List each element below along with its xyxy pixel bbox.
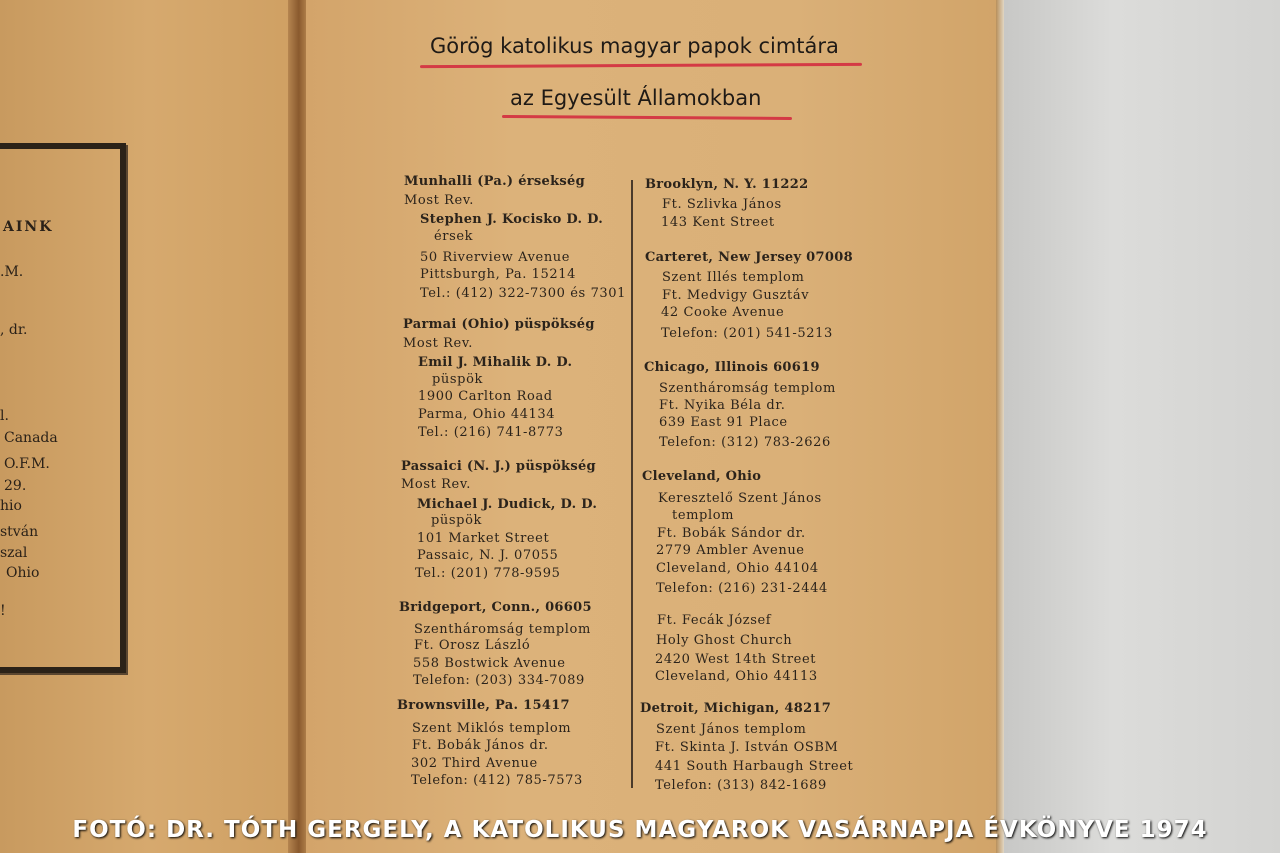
column-separator: [631, 180, 633, 788]
entry-line: Szent János templom: [656, 722, 807, 737]
entry-line: Tel.: (216) 741-8773: [418, 425, 564, 440]
entry-line: püspök: [432, 372, 483, 387]
left-fragment: l.: [0, 408, 9, 424]
entry-heading: Passaici (N. J.) püspökség: [401, 459, 596, 474]
right-page: [306, 0, 1000, 853]
entry-line: Telefon: (313) 842-1689: [655, 778, 827, 793]
entry-line: 1900 Carlton Road: [418, 389, 553, 404]
entry-line: Passaic, N. J. 07055: [417, 548, 559, 563]
directory-title: Görög katolikus magyar papok cimtára: [430, 34, 839, 58]
entry-line: Emil J. Mihalik D. D.: [418, 355, 573, 370]
entry-line: 50 Riverview Avenue: [420, 250, 571, 265]
entry-line: Telefon: (312) 783-2626: [659, 435, 831, 450]
left-fragment: szal: [0, 545, 28, 561]
photo-caption: FOTÓ: DR. TÓTH GERGELY, A KATOLIKUS MAGYAROK VASÁRNAPJA ÉVKÖNYVE 1974: [72, 817, 1208, 843]
entry-line: Most Rev.: [401, 477, 471, 492]
entry-heading: Brooklyn, N. Y. 11222: [645, 177, 809, 192]
entry-line: Most Rev.: [404, 193, 474, 208]
left-fragment: O.F.M.: [4, 456, 50, 472]
left-fragment: hio: [0, 498, 22, 514]
entry-heading: Detroit, Michigan, 48217: [640, 701, 832, 716]
entry-line: Szent Illés templom: [662, 270, 805, 285]
entry-line: 302 Third Avenue: [411, 756, 538, 771]
entry-line: 2779 Ambler Avenue: [656, 543, 805, 558]
entry-line: Ft. Skinta J. István OSBM: [655, 740, 839, 755]
entry-line: Ft. Szlivka János: [662, 197, 782, 212]
entry-line: Szent Miklós templom: [412, 721, 572, 736]
entry-line: Holy Ghost Church: [656, 633, 793, 648]
entry-line: Tel.: (201) 778-9595: [415, 566, 561, 581]
entry-heading: Brownsville, Pa. 15417: [397, 698, 570, 713]
entry-line: Telefon: (201) 541-5213: [661, 326, 833, 341]
table-surface: [1000, 0, 1280, 853]
entry-line: 2420 West 14th Street: [655, 652, 817, 667]
entry-line: Ft. Fecák József: [657, 613, 772, 628]
entry-line: Michael J. Dudick, D. D.: [417, 497, 598, 512]
left-fragment: , dr.: [0, 322, 28, 338]
entry-line: 441 South Harbaugh Street: [655, 759, 854, 774]
entry-line: püspök: [431, 513, 482, 528]
entry-line: Tel.: (412) 322-7300 és 7301: [420, 286, 627, 301]
entry-heading: Munhalli (Pa.) érsekség: [404, 174, 586, 189]
left-fragment: !: [0, 603, 6, 619]
left-fragment: stván: [0, 524, 39, 540]
entry-line: Cleveland, Ohio 44104: [656, 561, 819, 576]
entry-heading: Bridgeport, Conn., 06605: [399, 600, 592, 615]
left-fragment: AINK: [3, 219, 54, 235]
entry-heading: Carteret, New Jersey 07008: [645, 250, 853, 265]
entry-line: Ft. Nyika Béla dr.: [659, 398, 786, 413]
entry-heading: Parmai (Ohio) püspökség: [403, 317, 595, 332]
entry-line: érsek: [434, 229, 474, 244]
entry-line: Telefon: (203) 334-7089: [413, 673, 585, 688]
entry-heading: Cleveland, Ohio: [642, 469, 762, 484]
entry-line: Most Rev.: [403, 336, 473, 351]
entry-heading: Chicago, Illinois 60619: [644, 360, 820, 375]
entry-line: Ft. Bobák János dr.: [412, 738, 549, 753]
entry-line: Stephen J. Kocisko D. D.: [420, 212, 604, 227]
entry-line: Ft. Bobák Sándor dr.: [657, 526, 806, 541]
entry-line: Ft. Orosz László: [414, 638, 531, 653]
entry-line: Telefon: (412) 785-7573: [411, 773, 583, 788]
entry-line: Pittsburgh, Pa. 15214: [420, 267, 577, 282]
entry-line: 639 East 91 Place: [659, 415, 788, 430]
page-edge: [996, 0, 1004, 853]
entry-line: Ft. Medvigy Gusztáv: [662, 288, 810, 303]
entry-line: 558 Bostwick Avenue: [413, 656, 566, 671]
left-fragment: Ohio: [6, 565, 40, 581]
entry-line: 101 Market Street: [417, 531, 550, 546]
entry-line: 42 Cooke Avenue: [661, 305, 785, 320]
entry-line: Cleveland, Ohio 44113: [655, 669, 818, 684]
entry-line: templom: [672, 508, 735, 523]
left-fragment: 29.: [4, 478, 27, 494]
entry-line: Szentháromság templom: [659, 381, 836, 396]
directory-subtitle: az Egyesült Államokban: [510, 86, 762, 110]
entry-line: 143 Kent Street: [661, 215, 775, 230]
left-fragment: .M.: [0, 264, 24, 280]
entry-line: Keresztelő Szent János: [658, 491, 822, 506]
entry-line: Szentháromság templom: [414, 622, 591, 637]
left-fragment: Canada: [4, 430, 58, 446]
entry-line: Telefon: (216) 231-2444: [656, 581, 828, 596]
entry-line: Parma, Ohio 44134: [418, 407, 556, 422]
